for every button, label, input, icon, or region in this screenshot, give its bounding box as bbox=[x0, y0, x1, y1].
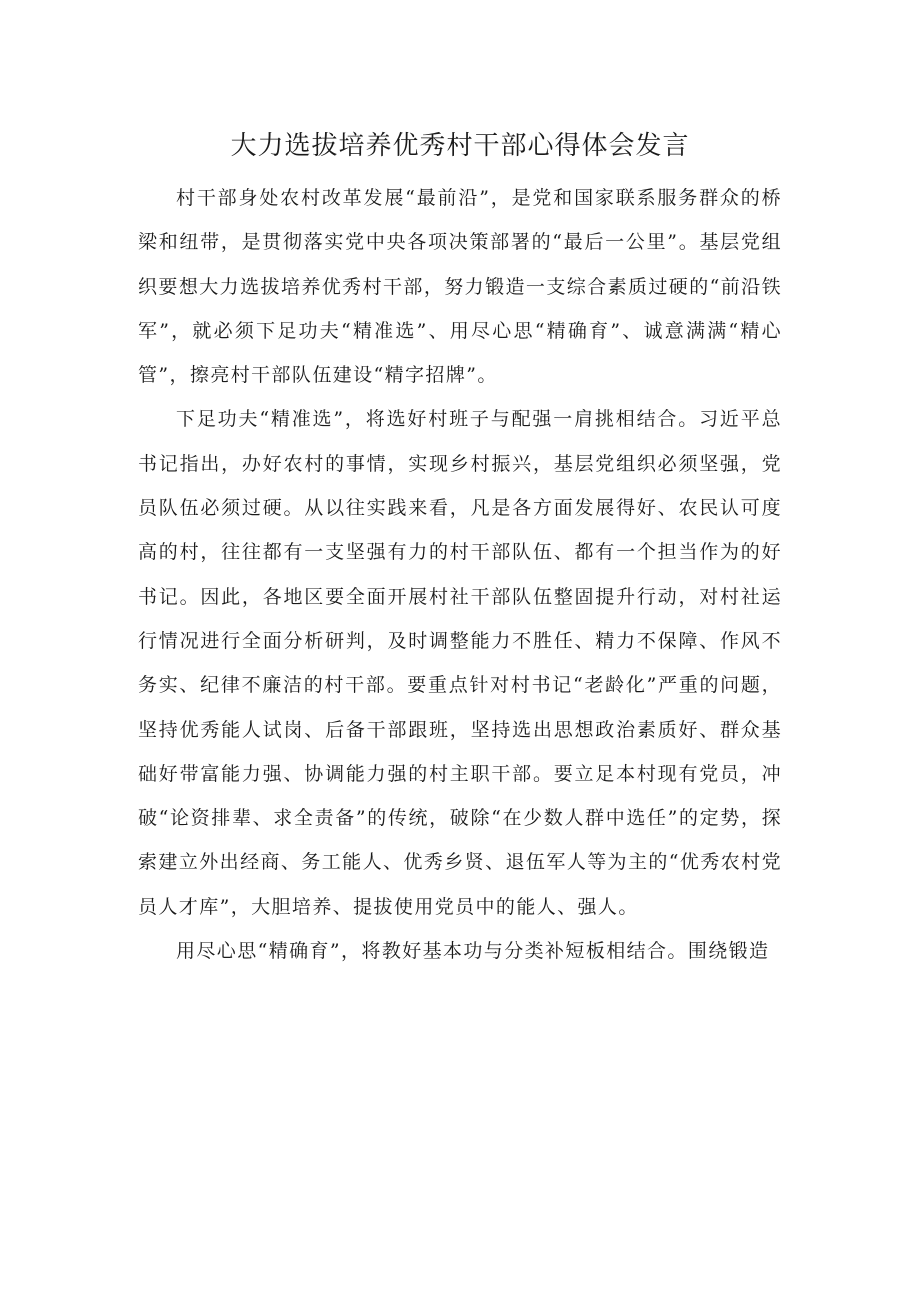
paragraph-precise-selection: 下足功夫“精准选”，将选好村班子与配强一肩挑相结合。习近平总书记指出，办好农村的事情，实现乡村振兴，基层党组织必须坚强，党员队伍必须过硬。从以往实践来看，凡是各方面发展得好、农民认可度高的村，往往都有一支坚强有力的村干部队伍、都有一个担当作为的好书记。因此，各地区要全面开展村社干部队伍整固提升行动，对村社运行情况进行全面分析研判，及时调整能力不胜任、精力不保障、作风不务实、纪律不廉洁的村干部。要重点针对村书记“老龄化”严重的问题，坚持优秀能人试岗、后备干部跟班，坚持选出思想政治素质好、群众基础好带富能力强、协调能力强的村主职干部。要立足本村现有党员，冲破“论资排辈、求全责备”的传统，破除“在少数人群中选任”的定势，探索建立外出经商、务工能人、优秀乡贤、退伍军人等为主的“优秀农村党员人才库”，大胆培养、提拔使用党员中的能人、强人。 bbox=[138, 408, 782, 918]
document-body bbox=[138, 176, 782, 973]
paragraph-precise-cultivation: 用尽心思“精确育”，将教好基本功与分类补短板相结合。围绕锻造 bbox=[176, 940, 770, 963]
paragraph-intro: 村干部身处农村改革发展“最前沿”，是党和国家联系服务群众的桥梁和纽带，是贯彻落实党中央各项决策部署的“最后一公里”。基层党组织要想大力选拔培养优秀村干部，努力锻造一支综合素质过硬的“前沿铁军”，就必须下足功夫“精准选”、用尽心思“精确育”、诚意满满“精心管”，擦亮村干部队伍建设“精字招牌”。 bbox=[138, 187, 782, 387]
document-title: 大力选拔培养优秀村干部心得体会发言 bbox=[230, 131, 690, 161]
